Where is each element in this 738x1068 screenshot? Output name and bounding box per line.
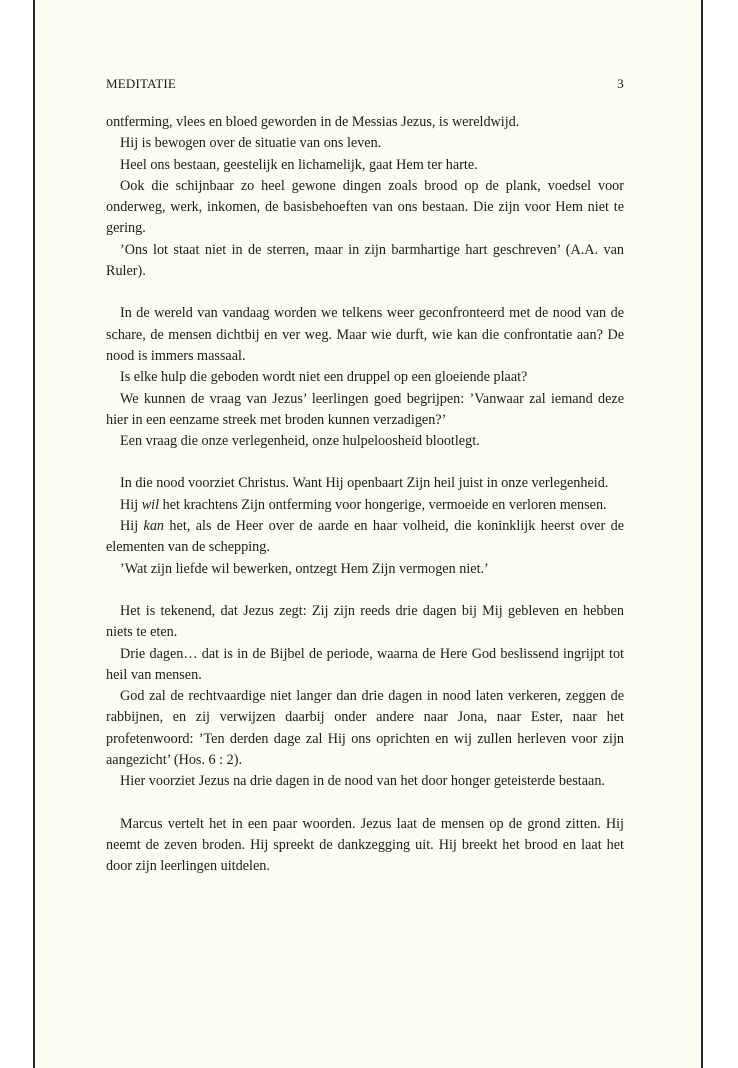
- paragraph: Heel ons bestaan, geestelijk en lichamelijk, gaat Hem ter harte.: [120, 156, 478, 173]
- paragraph: Is elke hulp die geboden wordt niet een druppel op een gloeiende plaat?: [120, 369, 528, 386]
- running-title: MEDITATIE: [106, 76, 177, 91]
- paragraph: In die nood voorziet Christus. Want Hij openbaart Zijn heil juist in onze verlegenheid.: [120, 475, 609, 492]
- paragraph: God zal de rechtvaardige niet langer dan drie dagen in nood laten verkeren, zeggen de rabbijnen, en zij verwijzen daarbij onder andere naar Jona, naar Ester, naar het profetenwoord: ’Ten derden dage zal Hij ons oprichten en wij zullen herleven voor zijn aangezicht’ (Hos. 6 : 2).: [106, 688, 624, 769]
- emphasis: kan: [143, 518, 165, 535]
- paragraph: Een vraag die onze verlegenheid, onze hulpeloosheid blootlegt.: [120, 433, 480, 450]
- page-header: [106, 76, 624, 96]
- paragraph-rest: het, als de Heer over de aarde en haar volheid, die koninklijk heerst over de elementen van de schepping.: [106, 518, 624, 556]
- paragraph: We kunnen de vraag van Jezus’ leerlingen goed begrijpen: ’Vanwaar zal iemand deze hier in een eenzame streek met broden kunnen verzadigen?’: [106, 390, 624, 428]
- paragraph: ontferming, vlees en bloed geworden in de Messias Jezus, is wereldwijd.: [106, 114, 520, 130]
- meditation-body: [106, 112, 624, 878]
- paragraph: Ook die schijnbaar zo heel gewone dingen zoals brood op de plank, voedsel voor onderweg, werk, inkomen, de basisbehoeften van ons bestaan. Die zijn voor Hem niet te gering.: [106, 177, 624, 237]
- paragraph-lead: Hij: [120, 496, 142, 513]
- paragraph: ’Ons lot staat niet in de sterren, maar in zijn barmhartige hart geschreven’ (A.A. van Ruler).: [106, 241, 624, 280]
- paragraph: ’Wat zijn liefde wil bewerken, ontzegt Hem Zijn vermogen niet.’: [120, 560, 489, 577]
- paragraph-rest: het krachtens Zijn ontferming voor hongerige, vermoeide en verloren mensen.: [159, 496, 607, 513]
- paragraph: Drie dagen… dat is in de Bijbel de periode, waarna de Here God beslissend ingrijpt tot heil van mensen.: [106, 645, 624, 683]
- paragraph: Marcus vertelt het in een paar woorden. Jezus laat de mensen op de grond zitten. Hij neemt de zeven broden. Hij spreekt de dankzegging uit. Hij breekt het brood en laat het door zijn leerlingen uitdelen.: [106, 815, 624, 875]
- paragraph: [106, 495, 624, 516]
- paragraph: Hier voorziet Jezus na drie dagen in de nood van het door honger geteisterde bestaan.: [120, 773, 605, 790]
- paragraph: Het is tekenend, dat Jezus zegt: Zij zijn reeds drie dagen bij Mij gebleven en hebben niets te eten.: [106, 602, 624, 641]
- paragraph: Hij is bewogen over de situatie van ons leven.: [120, 135, 382, 152]
- paragraph: In de wereld van vandaag worden we telkens weer geconfronteerd met de nood van de schare, de mensen dichtbij en ver weg. Maar wie durft, wie kan die confrontatie aan? De nood is immers massaal.: [106, 305, 624, 364]
- page-number: 3: [617, 76, 624, 91]
- paragraph: [106, 516, 624, 559]
- paragraph-lead: Hij: [120, 518, 144, 535]
- emphasis: wil: [141, 496, 160, 513]
